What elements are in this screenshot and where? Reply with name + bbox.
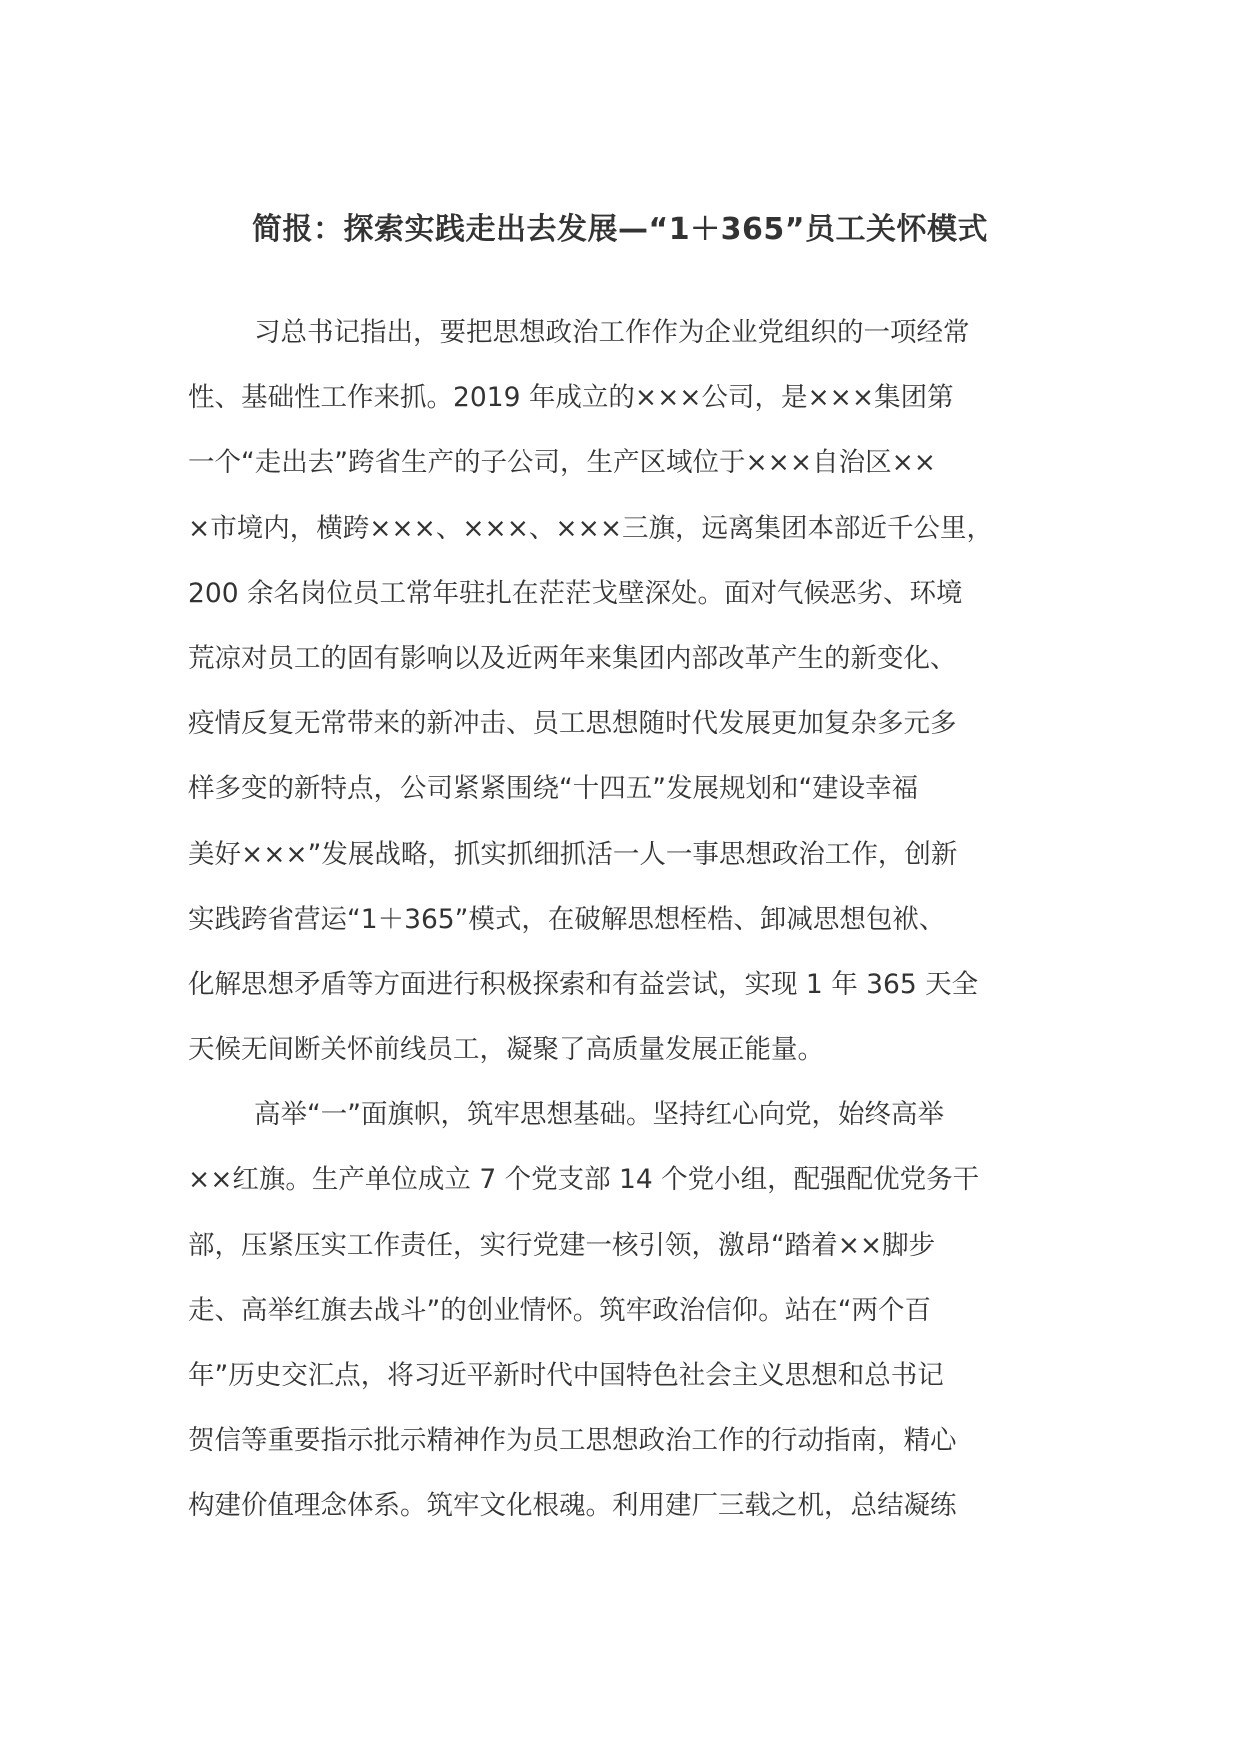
paragraph-line: 习总书记指出，要把思想政治工作作为企业党组织的一项经常 (254, 317, 970, 348)
document-body (188, 300, 1068, 1539)
paragraph-line: 年”历史交汇点，将习近平新时代中国特色社会主义思想和总书记 (188, 1360, 944, 1391)
paragraph-2 (188, 1082, 1068, 1538)
paragraph-line: 疫情反复无常带来的新冲击、员工思想随时代发展更加复杂多元多 (188, 708, 957, 740)
paragraph-line: 一个“走出去”跨省生产的子公司，生产区域位于×××自治区×× (188, 447, 936, 479)
paragraph-line: 200 余名岗位员工常年驻扎在茫茫戈壁深处。面对气候恶劣、环境 (188, 577, 963, 609)
paragraph-line: ×市境内，横跨×××、×××、×××三旗，远离集团本部近千公里， (188, 512, 994, 544)
paragraph-line: ××红旗。生产单位成立 7 个党支部 14 个党小组，配强配优党务干 (188, 1164, 980, 1196)
paragraph-line: 贺信等重要指示批示精神作为员工思想政治工作的行动指南，精心 (188, 1425, 957, 1457)
paragraph-line: 构建价值理念体系。筑牢文化根魂。利用建厂三载之机，总结凝练 (188, 1490, 957, 1522)
paragraph-line: 样多变的新特点，公司紧紧围绕“十四五”发展规划和“建设幸福 (188, 773, 919, 805)
paragraph-line: 性、基础性工作来抓。2019 年成立的×××公司，是×××集团第 (188, 382, 954, 414)
paragraph-1 (188, 300, 1068, 1082)
document-title: 简报：探索实践走出去发展—“1＋365”员工关怀模式 (252, 212, 988, 247)
paragraph-line: 走、高举红旗去战斗”的创业情怀。筑牢政治信仰。站在“两个百 (188, 1294, 931, 1326)
paragraph-line: 实践跨省营运“1＋365”模式，在破解思想桎梏、卸减思想包袱、 (188, 903, 946, 935)
paragraph-line: 化解思想矛盾等方面进行积极探索和有益尝试，实现 1 年 365 天全 (188, 968, 979, 1000)
paragraph-line: 美好×××”发展战略，抓实抓细抓活一人一事思想政治工作，创新 (188, 838, 958, 870)
paragraph-line: 高举“一”面旗帜，筑牢思想基础。坚持红心向党，始终高举 (254, 1099, 944, 1131)
paragraph-line: 荒凉对员工的固有影响以及近两年来集团内部改革产生的新变化、 (188, 642, 957, 674)
paragraph-line: 部，压紧压实工作责任，实行党建一核引领，激昂“踏着××脚步 (188, 1229, 936, 1261)
paragraph-line: 天候无间断关怀前线员工，凝聚了高质量发展正能量。 (188, 1034, 824, 1066)
